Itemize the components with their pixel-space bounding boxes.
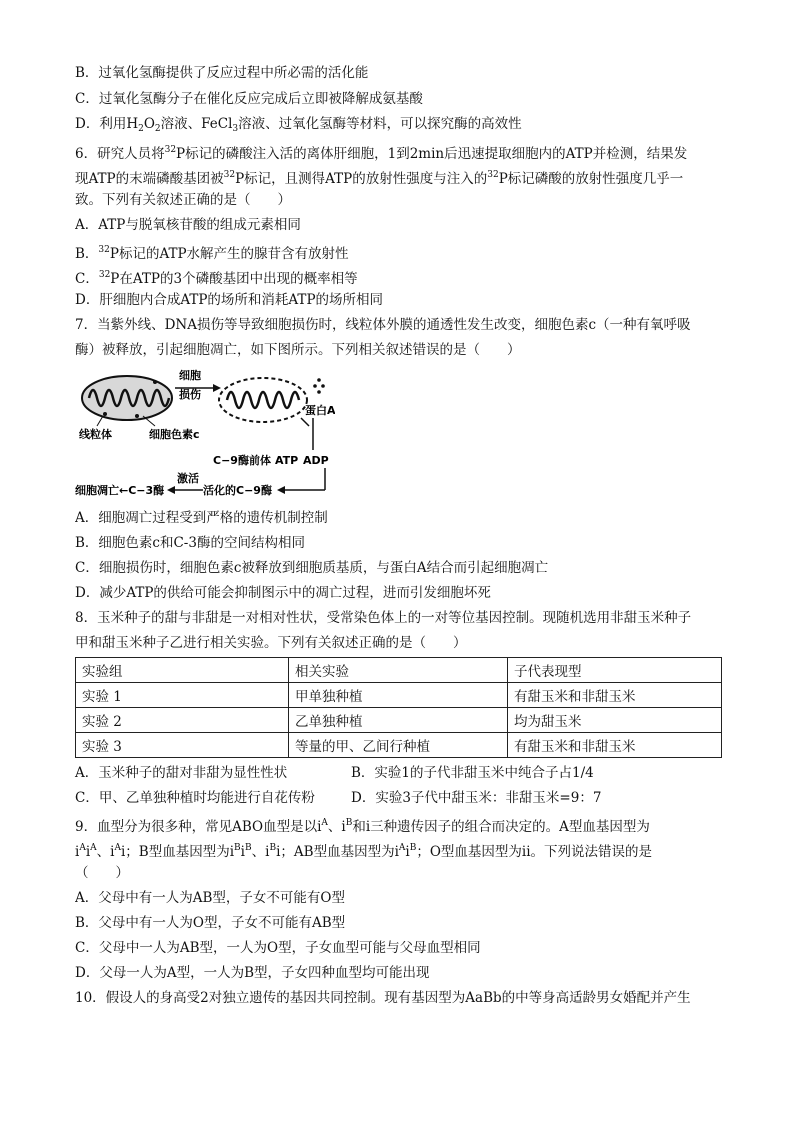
- label-activated-c9: 活化的C−9酶: [203, 484, 272, 497]
- q7-option-d: D．减少ATP的供给可能会抑制图示中的凋亡过程，进而引发细胞坏死: [75, 585, 491, 601]
- q9-stem-line-1: 9．血型分为很多种，常见ABO血型是以$i^A$、$i^B$和i三种遗传因子的组合而决定的。A型血基因型为: [75, 818, 650, 834]
- q8-option-a: A．玉米种子的甜对非甜为显性性状: [75, 765, 288, 781]
- q9-stem-line-2: $i^Ai^A$、$i^Ai$；B型血基因型为$i^Bi^B$、$i^Bi$；AB型血基因型为$i^Ai^B$；O型血基因型为ii。下列说法错误的是: [75, 843, 653, 859]
- q5-option-c: C．过氧化氢酶分子在催化反应完成后立即被降解成氨基酸: [75, 91, 423, 107]
- q7-option-c: C．细胞损伤时，细胞色素c被释放到细胞质基质，与蛋白A结合而引起细胞凋亡: [75, 560, 549, 576]
- table-row: [76, 708, 722, 733]
- label-mitochondrion: 线粒体: [79, 428, 112, 441]
- table-cell: 实验 2: [76, 708, 289, 733]
- table-header-row: [76, 658, 722, 683]
- experiment-table: [75, 657, 722, 758]
- q8-options-row-2: [75, 787, 725, 809]
- q5-option-b: B．过氧化氢酶提供了反应过程中所必需的活化能: [75, 65, 369, 81]
- q7-option-a: A．细胞凋亡过程受到严格的遗传机制控制: [75, 510, 328, 526]
- table-cell: 实验 3: [76, 733, 289, 758]
- q6-stem-line-3: 致。下列有关叙述正确的是（ ）: [75, 192, 291, 208]
- table-cell: 甲单独种植: [289, 683, 508, 708]
- q9-option-b: B．父母中有一人为O型，子女不可能有AB型: [75, 915, 346, 931]
- q8-option-c: C．甲、乙单独种植时均能进行自花传粉: [75, 790, 315, 806]
- q9-option-c: C．父母中一人为AB型，一人为O型，子女血型可能与父母血型相同: [75, 940, 481, 956]
- table-row: [76, 733, 722, 758]
- table-cell: 等量的甲、乙间行种植: [289, 733, 508, 758]
- q6-option-a: A．ATP与脱氧核苷酸的组成元素相同: [75, 217, 301, 233]
- table-header-cell: 子代表现型: [508, 658, 722, 683]
- label-activate: 激活: [177, 472, 199, 485]
- released-cytochrome-c: [313, 378, 325, 394]
- table-cell: 有甜玉米和非甜玉米: [508, 683, 722, 708]
- q6-option-b: B．$^{32}$P标记的ATP水解产生的腺苷含有放射性: [75, 245, 349, 261]
- q9-option-d: D．父母一人为A型，一人为B型，子女四种血型均可能出现: [75, 965, 430, 981]
- q7-stem-line-2: 酶）被释放，引起细胞凋亡，如下图所示。下列相关叙述错误的是（ ）: [75, 342, 521, 358]
- q9-stem-line-3: （ ）: [75, 865, 129, 881]
- q8-option-b: B．实验1的子代非甜玉米中纯合子占1/4: [351, 765, 594, 781]
- table-cell: 有甜玉米和非甜玉米: [508, 733, 722, 758]
- damaged-mitochondrion: [219, 378, 307, 422]
- label-c9-precursor: C−9酶前体: [213, 454, 271, 467]
- table-header-cell: 实验组: [76, 658, 289, 683]
- q9-option-a: A．父母中有一人为AB型，子女不可能有O型: [75, 890, 345, 906]
- table-cell: 均为甜玉米: [508, 708, 722, 733]
- table-cell: 乙单独种植: [289, 708, 508, 733]
- q6-stem-line-1: 6．研究人员将$^{32}$P标记的磷酸注入活的离体肝细胞，1到2min后迅速提取细胞内的ATP并检测，结果发: [75, 145, 688, 161]
- label-cytochrome-c: 细胞色素c: [149, 428, 200, 441]
- label-apoptosis: 细胞凋亡←C−3酶: [75, 484, 165, 497]
- q8-stem-line-1: 8．玉米种子的甜与非甜是一对相对性状，受常染色体上的一对等位基因控制。现随机选用非甜玉米种子: [75, 610, 692, 626]
- label-damage-1: 细胞: [179, 369, 201, 382]
- table-cell: 实验 1: [76, 683, 289, 708]
- label-damage-2: 损伤: [179, 388, 201, 401]
- label-protein-a: 蛋白A: [305, 404, 335, 417]
- table-row: [76, 683, 722, 708]
- label-atp: ATP: [275, 454, 299, 467]
- q6-option-c: C．$^{32}$P在ATP的3个磷酸基团中出现的概率相等: [75, 270, 358, 286]
- q8-option-d: D．实验3子代中甜玉米：非甜玉米=9：7: [351, 790, 602, 806]
- table-header-cell: 相关实验: [289, 658, 508, 683]
- q6-stem-line-2: 现ATP的末端磷酸基团被$^{32}$P标记，且测得ATP的放射性强度与注入的$^{32}$P标记磷酸的放射性强度几乎一: [75, 170, 684, 186]
- q6-option-d: D．肝细胞内合成ATP的场所和消耗ATP的场所相同: [75, 292, 384, 308]
- q7-stem-line-1: 7．当紫外线、DNA损伤等导致细胞损伤时，线粒体外膜的通透性发生改变，细胞色素c（一种有氧呼吸: [75, 317, 691, 333]
- q8-stem-line-2: 甲和甜玉米种子乙进行相关实验。下列有关叙述正确的是（ ）: [75, 635, 467, 651]
- q7-option-b: B．细胞色素c和C-3酶的空间结构相同: [75, 535, 305, 551]
- q8-options-row-1: [75, 762, 725, 784]
- q10-stem-line-1: 10．假设人的身高受2对独立遗传的基因共同控制。现有基因型为AaBb的中等身高适龄男女婚配并产生: [75, 990, 691, 1006]
- apoptosis-diagram: [75, 366, 335, 500]
- label-adp: ADP: [303, 454, 329, 467]
- intact-mitochondrion: [82, 376, 172, 420]
- q5-option-d: D．利用$H_2O_2$溶液、FeCl$_3$溶液、过氧化氢酶等材料，可以探究酶的高效性: [75, 116, 522, 134]
